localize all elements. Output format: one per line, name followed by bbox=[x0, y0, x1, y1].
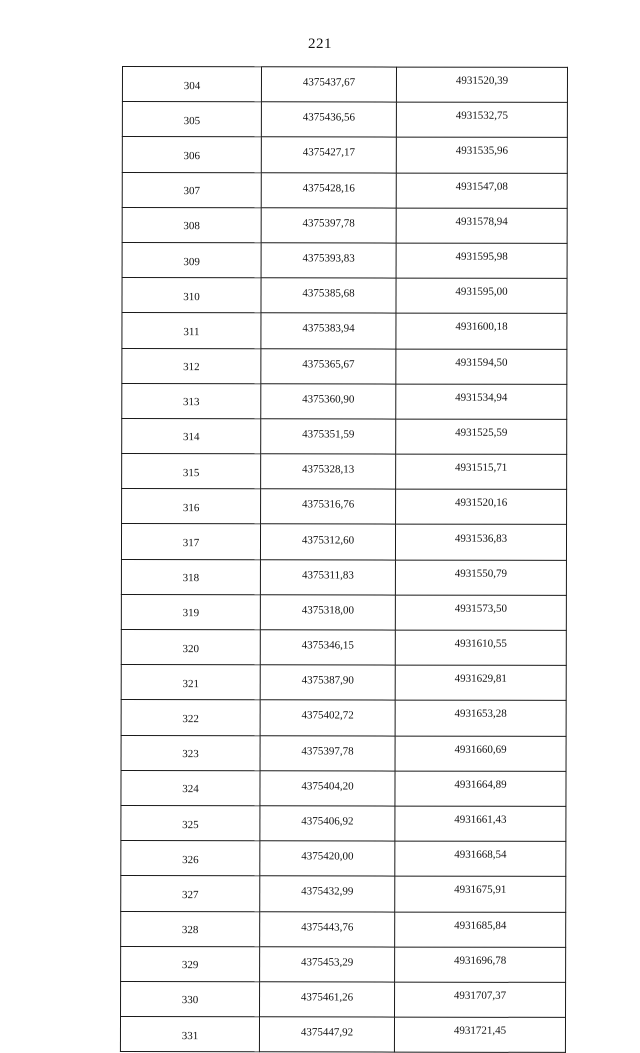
x-coordinate-cell: 4375393,83 bbox=[261, 243, 396, 278]
x-coordinate-cell: 4375385,68 bbox=[261, 278, 396, 313]
point-number-cell: 329 bbox=[121, 946, 260, 981]
table-row bbox=[122, 418, 567, 454]
x-coordinate-cell: 4375453,29 bbox=[260, 946, 395, 981]
point-number-cell: 323 bbox=[121, 735, 260, 770]
table-row bbox=[122, 383, 567, 419]
table-row bbox=[121, 770, 566, 806]
y-coordinate-cell: 4931520,16 bbox=[396, 489, 567, 525]
table-row bbox=[121, 594, 566, 630]
x-coordinate-cell: 4375397,78 bbox=[261, 208, 396, 243]
y-coordinate-cell: 4931696,78 bbox=[395, 947, 566, 983]
page-number: 221 bbox=[308, 36, 332, 52]
point-number-cell: 326 bbox=[121, 841, 260, 876]
x-coordinate-cell: 4375360,90 bbox=[261, 383, 396, 418]
point-number-cell: 309 bbox=[122, 242, 261, 277]
y-coordinate-cell: 4931594,50 bbox=[396, 349, 567, 385]
y-coordinate-cell: 4931595,00 bbox=[396, 278, 567, 314]
y-coordinate-cell: 4931685,84 bbox=[395, 912, 566, 948]
y-coordinate-cell: 4931578,94 bbox=[396, 208, 567, 244]
table-row bbox=[121, 946, 566, 982]
x-coordinate-cell: 4375351,59 bbox=[261, 419, 396, 454]
point-number-cell: 330 bbox=[121, 981, 260, 1016]
y-coordinate-cell: 4931525,59 bbox=[396, 419, 567, 455]
y-coordinate-cell: 4931668,54 bbox=[395, 841, 566, 877]
x-coordinate-cell: 4375311,83 bbox=[260, 559, 395, 594]
y-coordinate-cell: 4931661,43 bbox=[395, 806, 566, 842]
y-coordinate-cell: 4931675,91 bbox=[395, 876, 566, 912]
point-number-cell: 313 bbox=[122, 383, 261, 418]
y-coordinate-cell: 4931721,45 bbox=[394, 1017, 565, 1053]
y-coordinate-cell: 4931573,50 bbox=[395, 595, 566, 631]
table-row bbox=[121, 559, 566, 595]
x-coordinate-cell: 4375383,94 bbox=[261, 313, 396, 348]
x-coordinate-cell: 4375318,00 bbox=[260, 595, 395, 630]
y-coordinate-cell: 4931707,37 bbox=[395, 982, 566, 1018]
y-coordinate-cell: 4931629,81 bbox=[395, 665, 566, 701]
point-number-cell: 312 bbox=[122, 348, 261, 383]
table-row bbox=[121, 911, 566, 947]
table-row bbox=[121, 981, 566, 1017]
y-coordinate-cell: 4931547,08 bbox=[396, 173, 567, 209]
y-coordinate-cell: 4931515,71 bbox=[396, 454, 567, 490]
table-row bbox=[122, 207, 567, 243]
point-number-cell: 311 bbox=[122, 313, 261, 348]
point-number-cell: 316 bbox=[122, 489, 261, 524]
point-number-cell: 305 bbox=[122, 102, 261, 137]
y-coordinate-cell: 4931535,96 bbox=[396, 137, 567, 173]
y-coordinate-cell: 4931610,55 bbox=[395, 630, 566, 666]
y-coordinate-cell: 4931550,79 bbox=[395, 560, 566, 596]
table-row bbox=[121, 700, 566, 736]
point-number-cell: 310 bbox=[122, 278, 261, 313]
x-coordinate-cell: 4375346,15 bbox=[260, 630, 395, 665]
x-coordinate-cell: 4375461,26 bbox=[260, 982, 395, 1017]
point-number-cell: 314 bbox=[122, 418, 261, 453]
x-coordinate-cell: 4375443,76 bbox=[260, 911, 395, 946]
y-coordinate-cell: 4931600,18 bbox=[396, 313, 567, 349]
y-coordinate-cell: 4931595,98 bbox=[396, 243, 567, 279]
table-row bbox=[122, 67, 567, 103]
point-number-cell: 307 bbox=[122, 172, 261, 207]
x-coordinate-cell: 4375328,13 bbox=[261, 454, 396, 489]
y-coordinate-cell: 4931520,39 bbox=[396, 67, 567, 103]
table-row bbox=[121, 735, 566, 771]
table-row bbox=[122, 454, 567, 490]
point-number-cell: 331 bbox=[120, 1017, 259, 1052]
table-row bbox=[121, 665, 566, 701]
point-number-cell: 324 bbox=[121, 770, 260, 805]
x-coordinate-cell: 4375447,92 bbox=[259, 1017, 394, 1052]
x-coordinate-cell: 4375428,16 bbox=[261, 172, 396, 207]
point-number-cell: 319 bbox=[121, 594, 260, 629]
y-coordinate-cell: 4931534,94 bbox=[396, 384, 567, 420]
table-row bbox=[120, 1017, 565, 1053]
point-number-cell: 315 bbox=[122, 454, 261, 489]
table-row bbox=[122, 313, 567, 349]
table-row bbox=[122, 172, 567, 208]
point-number-cell: 306 bbox=[122, 137, 261, 172]
point-number-cell: 320 bbox=[121, 629, 260, 664]
x-coordinate-cell: 4375402,72 bbox=[260, 700, 395, 735]
x-coordinate-cell: 4375365,67 bbox=[261, 348, 396, 383]
table-row bbox=[122, 278, 567, 314]
y-coordinate-cell: 4931660,69 bbox=[395, 736, 566, 772]
point-number-cell: 317 bbox=[121, 524, 260, 559]
point-number-cell: 322 bbox=[121, 700, 260, 735]
table-row bbox=[122, 137, 567, 173]
y-coordinate-cell: 4931532,75 bbox=[396, 102, 567, 138]
table-row bbox=[121, 629, 566, 665]
x-coordinate-cell: 4375427,17 bbox=[261, 137, 396, 172]
x-coordinate-cell: 4375312,60 bbox=[260, 524, 395, 559]
point-number-cell: 327 bbox=[121, 876, 260, 911]
y-coordinate-cell: 4931536,83 bbox=[395, 525, 566, 561]
x-coordinate-cell: 4375316,76 bbox=[261, 489, 396, 524]
point-number-cell: 318 bbox=[121, 559, 260, 594]
y-coordinate-cell: 4931653,28 bbox=[395, 700, 566, 736]
y-coordinate-cell: 4931664,89 bbox=[395, 771, 566, 807]
x-coordinate-cell: 4375432,99 bbox=[260, 876, 395, 911]
point-number-cell: 325 bbox=[121, 805, 260, 840]
x-coordinate-cell: 4375397,78 bbox=[260, 735, 395, 770]
x-coordinate-cell: 4375387,90 bbox=[260, 665, 395, 700]
point-number-cell: 308 bbox=[122, 207, 261, 242]
table-row bbox=[122, 348, 567, 384]
x-coordinate-cell: 4375406,92 bbox=[260, 806, 395, 841]
table-row bbox=[122, 102, 567, 138]
table-row bbox=[122, 489, 567, 525]
table-row bbox=[121, 524, 566, 560]
table-row bbox=[121, 876, 566, 912]
point-number-cell: 328 bbox=[121, 911, 260, 946]
x-coordinate-cell: 4375420,00 bbox=[260, 841, 395, 876]
table-row bbox=[121, 841, 566, 877]
point-number-cell: 321 bbox=[121, 665, 260, 700]
x-coordinate-cell: 4375437,67 bbox=[261, 67, 396, 102]
point-number-cell: 304 bbox=[122, 67, 261, 102]
x-coordinate-cell: 4375436,56 bbox=[261, 102, 396, 137]
table-row bbox=[122, 242, 567, 278]
table-row bbox=[121, 805, 566, 841]
x-coordinate-cell: 4375404,20 bbox=[260, 771, 395, 806]
